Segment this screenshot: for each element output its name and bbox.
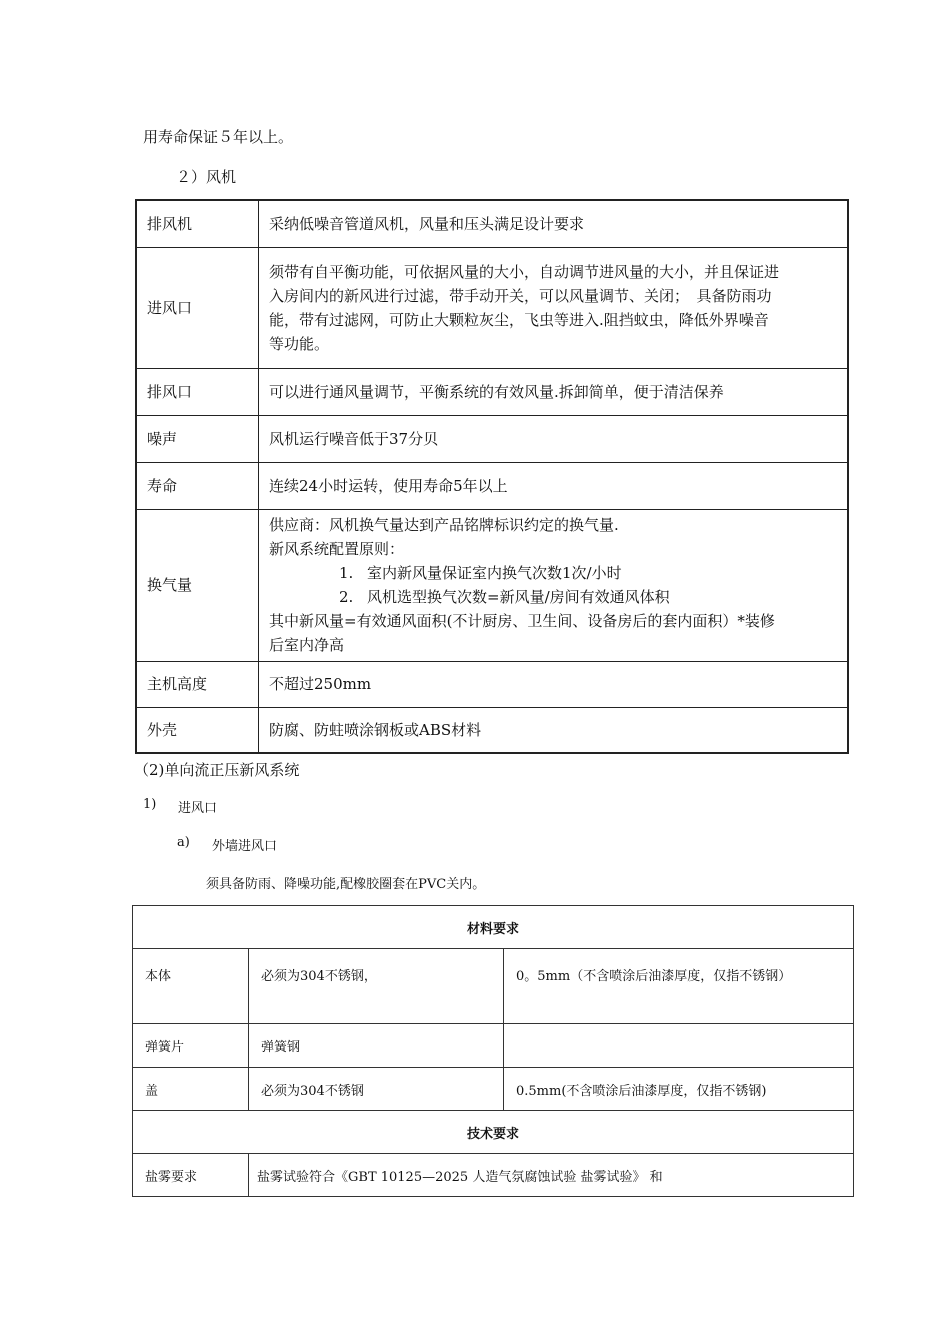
row-label: 换气量 <box>136 509 259 661</box>
part-name: 盖 <box>133 1068 249 1111</box>
description-line: 须具备防雨、降噪功能,配橡胶圈套在PVC关内。 <box>206 877 486 892</box>
table-header-row <box>133 906 854 949</box>
row-label: 主机高度 <box>136 661 259 707</box>
table-header-row <box>133 1111 854 1154</box>
table-row <box>136 415 848 462</box>
value-line: 能，带有过滤网，可防止大颗粒灰尘，飞虫等进入.阻挡蚊虫，降低外界噪音 <box>269 310 769 329</box>
row-value: 采纳低噪音管道风机，风量和压头满足设计要求 <box>259 200 849 247</box>
row-label: 进风口 <box>136 247 259 368</box>
sub-sub-heading: 外墙进风口 <box>212 839 278 854</box>
material-requirements-header: 材料要求 <box>133 906 854 949</box>
part-spec: 0.5mm(不含喷涂后油漆厚度，仅指不锈钢) <box>504 1068 854 1111</box>
table-row <box>133 1024 854 1068</box>
row-value: 不超过250mm <box>259 661 849 707</box>
table-row <box>136 509 848 661</box>
row-value <box>259 509 849 661</box>
fan-spec-table <box>135 199 849 754</box>
value-line: 后室内净高 <box>269 636 345 654</box>
row-value: 防腐、防蛀喷涂钢板或ABS材料 <box>259 707 849 753</box>
row-value: 风机运行噪音低于37分贝 <box>259 415 849 462</box>
row-value: 连续24小时运转，使用寿命5年以上 <box>259 462 849 509</box>
table-row <box>136 368 848 415</box>
list-text: 室内新风量保证室内换气次数1次/小时 <box>367 564 622 582</box>
part-name: 本体 <box>133 949 249 1024</box>
list-item <box>269 585 839 609</box>
table-row <box>133 1068 854 1111</box>
part-spec: 0。5mm（不含喷涂后油漆厚度，仅指不锈钢） <box>504 949 854 1024</box>
intro-line: 用寿命保证５年以上。 <box>143 128 294 146</box>
part-material: 必须为304不锈钢 <box>249 1068 504 1111</box>
list-item <box>269 561 839 585</box>
row-label: 噪声 <box>136 415 259 462</box>
table-row <box>136 661 848 707</box>
fan-heading: ２）风机 <box>176 168 237 186</box>
value-line: 等功能。 <box>269 334 330 353</box>
table-row <box>136 247 848 368</box>
section-heading: （2)单向流正压新风系统 <box>134 761 300 779</box>
sub-heading-number: 1) <box>143 797 157 812</box>
table-row <box>136 462 848 509</box>
part-name: 弹簧片 <box>133 1024 249 1068</box>
technical-requirements-header: 技术要求 <box>133 1111 854 1154</box>
table-row <box>136 707 848 753</box>
table-row <box>133 949 854 1024</box>
row-value <box>259 247 849 368</box>
row-label: 外壳 <box>136 707 259 753</box>
list-number: 2. <box>339 588 354 606</box>
value-line: 供应商：风机换气量达到产品铭牌标识约定的换气量. <box>269 516 619 534</box>
tech-name: 盐雾要求 <box>133 1154 249 1197</box>
material-requirements-table <box>132 905 854 1197</box>
value-line: 须带有自平衡功能，可依据风量的大小，自动调节进风量的大小，并且保证进 <box>269 262 780 281</box>
sub-heading: 进风口 <box>178 801 218 816</box>
tech-value: 盐雾试验符合《GBT 10125—2025 人造气氛腐蚀试验 盐雾试验》 和 <box>249 1154 854 1197</box>
row-label: 寿命 <box>136 462 259 509</box>
part-material: 必须为304不锈钢， <box>249 949 504 1024</box>
row-label: 排风机 <box>136 200 259 247</box>
row-value: 可以进行通风量调节，平衡系统的有效风量.拆卸简单，便于清洁保养 <box>259 368 849 415</box>
table-row <box>136 200 848 247</box>
table-row <box>133 1154 854 1197</box>
value-line: 其中新风量=有效通风面积(不计厨房、卫生间、设备房后的套内面积）*装修 <box>269 612 775 630</box>
value-line: 新风系统配置原则： <box>269 540 405 558</box>
sub-sub-heading-number: a) <box>177 835 190 850</box>
row-label: 排风口 <box>136 368 259 415</box>
list-text: 风机选型换气次数=新风量/房间有效通风体积 <box>367 588 670 606</box>
part-spec <box>504 1024 854 1068</box>
list-number: 1. <box>339 564 354 582</box>
part-material: 弹簧钢 <box>249 1024 504 1068</box>
value-line: 入房间内的新风进行过滤，带手动开关，可以风量调节、关闭； 具备防雨功 <box>269 286 772 305</box>
